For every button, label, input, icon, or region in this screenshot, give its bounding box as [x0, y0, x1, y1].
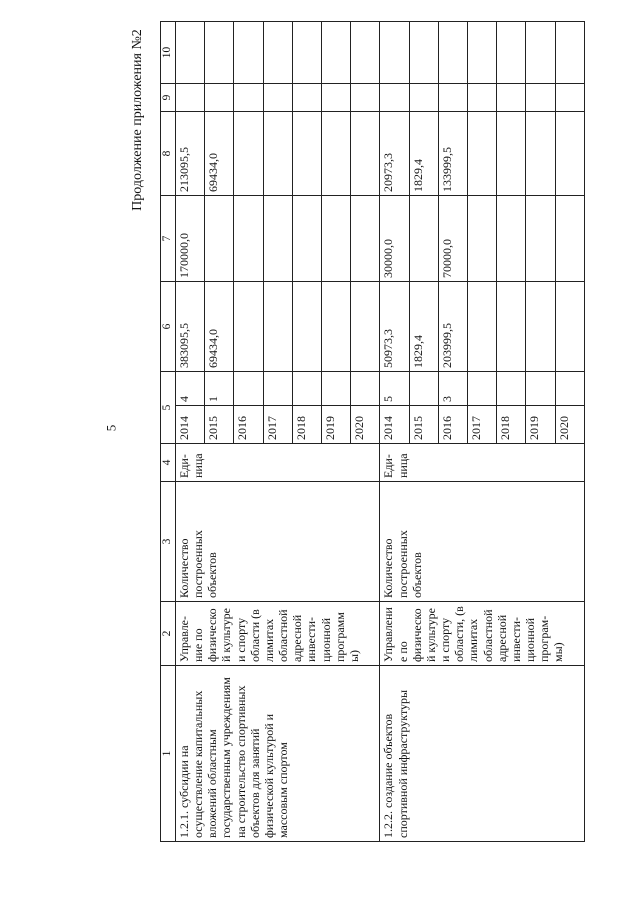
value-col7 [322, 196, 351, 282]
value-col10 [497, 22, 526, 84]
year-cell: 2018 [497, 406, 526, 444]
value-col7 [351, 196, 380, 282]
value-col10 [526, 22, 555, 84]
unit-cell: Еди-ница [176, 444, 380, 482]
value-col10 [176, 22, 205, 84]
value-col6 [555, 282, 584, 372]
value-col9 [409, 84, 438, 112]
year-cell: 2018 [292, 406, 321, 444]
year-cell: 2020 [351, 406, 380, 444]
value-col5 [322, 372, 351, 406]
indicator-cell: Количество построенных объектов [176, 482, 380, 602]
value-col7: 170000,0 [176, 196, 205, 282]
value-col9 [176, 84, 205, 112]
value-col7 [468, 196, 497, 282]
measure-cell: 1.2.2. создание объектов спортивной инфраструктуры [380, 666, 585, 842]
value-col5 [351, 372, 380, 406]
value-col10 [322, 22, 351, 84]
value-col9 [555, 84, 584, 112]
value-col5 [526, 372, 555, 406]
year-cell: 2015 [409, 406, 438, 444]
value-col9 [468, 84, 497, 112]
value-col8 [555, 112, 584, 196]
value-col6: 383095,5 [176, 282, 205, 372]
year-cell: 2016 [234, 406, 263, 444]
year-cell: 2017 [468, 406, 497, 444]
value-col9 [263, 84, 292, 112]
value-col9 [205, 84, 234, 112]
value-col8 [351, 112, 380, 196]
value-col9 [322, 84, 351, 112]
value-col5 [497, 372, 526, 406]
value-col8: 20973,3 [380, 112, 409, 196]
value-col10 [468, 22, 497, 84]
value-col9 [438, 84, 467, 112]
value-col7 [205, 196, 234, 282]
value-col6: 1829,4 [409, 282, 438, 372]
year-cell: 2020 [555, 406, 584, 444]
value-col5 [292, 372, 321, 406]
value-col10 [438, 22, 467, 84]
rotated-table-sheet [160, 22, 585, 842]
executor-cell: Управле-ние по физической культуре и спорту области (в лимитах областной адресной инвести-ционной программы) [176, 602, 380, 666]
value-col10 [263, 22, 292, 84]
column-number-row [161, 22, 176, 842]
table-row [176, 22, 205, 842]
value-col6 [526, 282, 555, 372]
value-col5: 4 [176, 372, 205, 406]
value-col10 [292, 22, 321, 84]
value-col5 [234, 372, 263, 406]
unit-cell: Еди-ница [380, 444, 585, 482]
value-col7 [263, 196, 292, 282]
value-col8 [468, 112, 497, 196]
col-header-8: 8 [161, 112, 176, 196]
value-col7: 30000,0 [380, 196, 409, 282]
value-col10 [409, 22, 438, 84]
col-header-5: 5 [161, 372, 176, 444]
value-col9 [234, 84, 263, 112]
year-cell: 2014 [176, 406, 205, 444]
year-cell: 2015 [205, 406, 234, 444]
value-col6 [351, 282, 380, 372]
value-col5: 3 [438, 372, 467, 406]
value-col5 [555, 372, 584, 406]
appendix-heading: Продолжение приложения №2 [130, 29, 145, 211]
value-col7 [497, 196, 526, 282]
value-col6 [322, 282, 351, 372]
table-row [380, 22, 409, 842]
value-col5: 5 [380, 372, 409, 406]
value-col9 [380, 84, 409, 112]
value-col7 [526, 196, 555, 282]
col-header-7: 7 [161, 196, 176, 282]
value-col10 [555, 22, 584, 84]
program-table [160, 21, 585, 842]
value-col6: 203999,5 [438, 282, 467, 372]
value-col8: 213095,5 [176, 112, 205, 196]
year-cell: 2019 [322, 406, 351, 444]
value-col7 [234, 196, 263, 282]
value-col8 [497, 112, 526, 196]
col-header-10: 10 [161, 22, 176, 84]
value-col7 [409, 196, 438, 282]
value-col6 [497, 282, 526, 372]
value-col9 [292, 84, 321, 112]
value-col8 [234, 112, 263, 196]
executor-cell: Управление по физической культуре и спорту области, (в лимитах областной адресной инвести-ционной програм-мы) [380, 602, 585, 666]
value-col6: 50973,3 [380, 282, 409, 372]
col-header-1: 1 [161, 666, 176, 842]
value-col10 [380, 22, 409, 84]
value-col10 [205, 22, 234, 84]
value-col7 [555, 196, 584, 282]
value-col5 [468, 372, 497, 406]
value-col8 [526, 112, 555, 196]
value-col10 [351, 22, 380, 84]
value-col6: 69434,0 [205, 282, 234, 372]
year-cell: 2016 [438, 406, 467, 444]
value-col9 [526, 84, 555, 112]
year-cell: 2014 [380, 406, 409, 444]
value-col6 [468, 282, 497, 372]
value-col7 [292, 196, 321, 282]
year-cell: 2017 [263, 406, 292, 444]
col-header-9: 9 [161, 84, 176, 112]
col-header-4: 4 [161, 444, 176, 482]
col-header-6: 6 [161, 282, 176, 372]
value-col9 [351, 84, 380, 112]
value-col8: 1829,4 [409, 112, 438, 196]
value-col8 [263, 112, 292, 196]
value-col8 [292, 112, 321, 196]
value-col6 [292, 282, 321, 372]
value-col7: 70000,0 [438, 196, 467, 282]
value-col6 [234, 282, 263, 372]
col-header-2: 2 [161, 602, 176, 666]
measure-cell: 1.2.1. субсидии на осуществление капитальных вложений областным государственным учреждениям на строительство спортивных объектов для занятий физической культурой и массовым спортом [176, 666, 380, 842]
value-col8: 133999,5 [438, 112, 467, 196]
value-col5 [409, 372, 438, 406]
value-col6 [263, 282, 292, 372]
value-col8: 69434,0 [205, 112, 234, 196]
value-col9 [497, 84, 526, 112]
value-col5: 1 [205, 372, 234, 406]
value-col5 [263, 372, 292, 406]
indicator-cell: Количество построенных объектов [380, 482, 585, 602]
year-cell: 2019 [526, 406, 555, 444]
col-header-3: 3 [161, 482, 176, 602]
value-col8 [322, 112, 351, 196]
value-col10 [234, 22, 263, 84]
page-number: 5 [103, 424, 119, 432]
